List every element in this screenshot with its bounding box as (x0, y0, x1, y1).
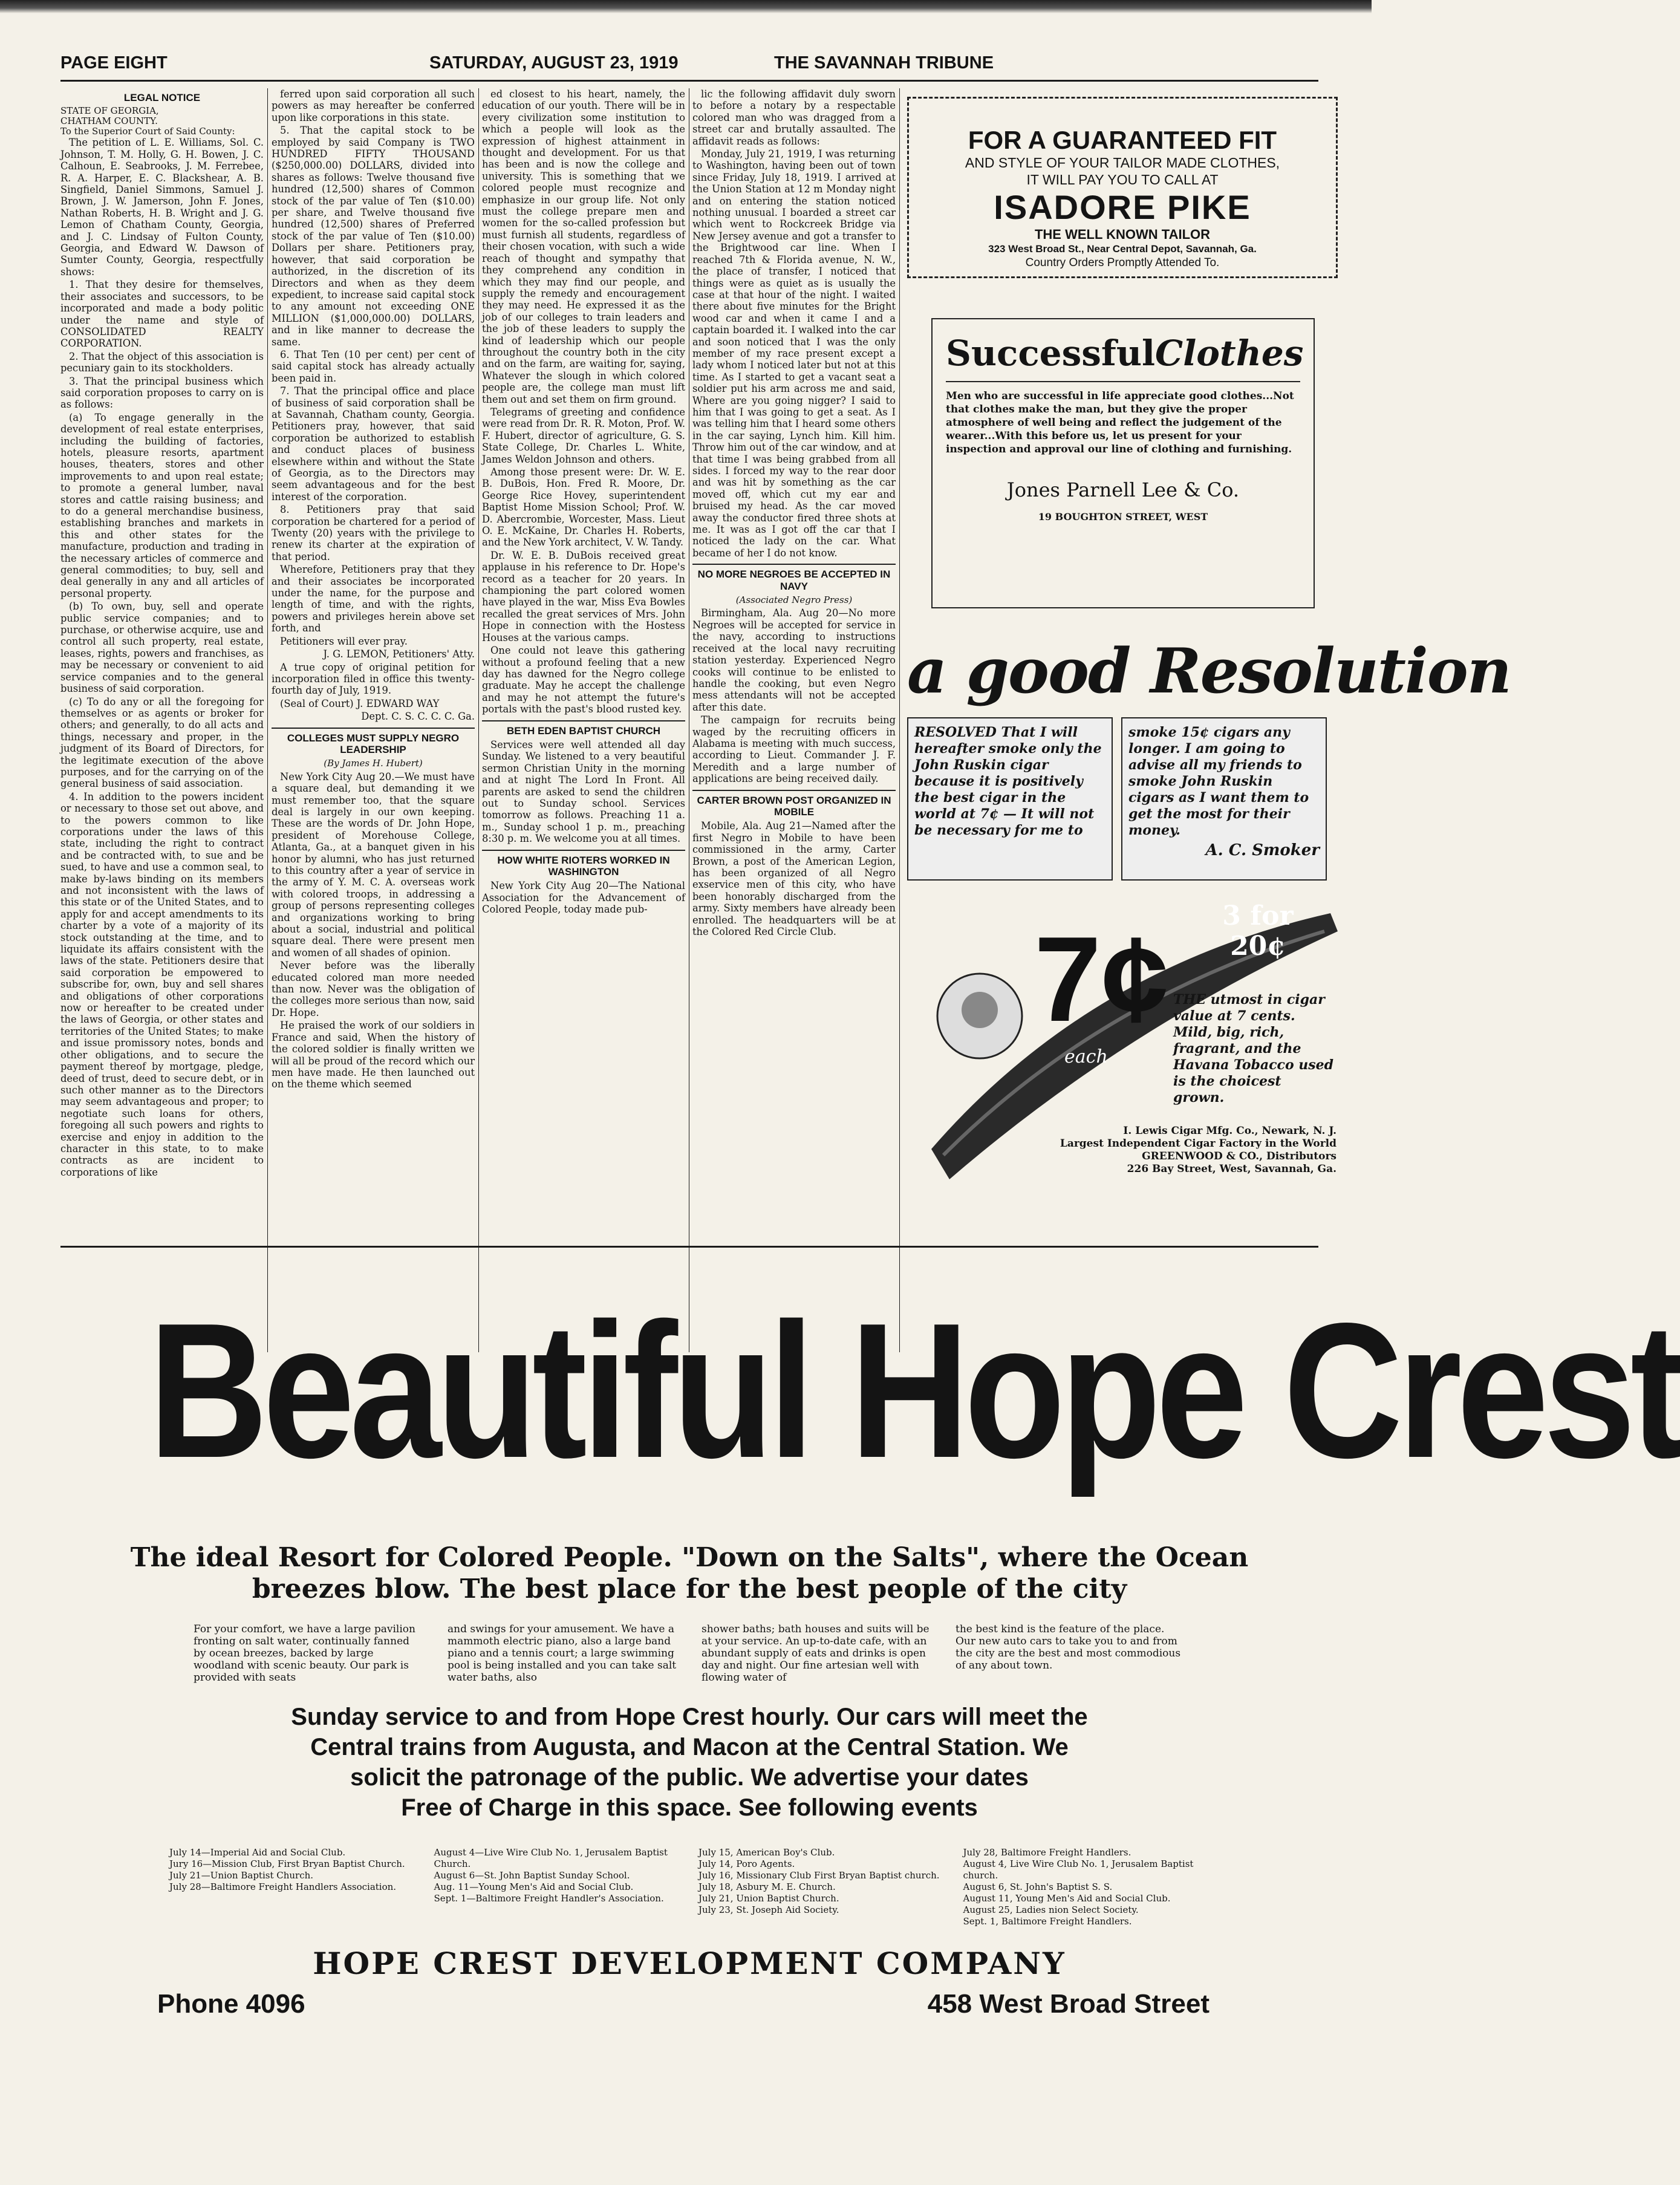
college-column (482, 88, 685, 1352)
event-item: August 6, St. John's Baptist S. S. (963, 1881, 1113, 1892)
event-item: July 28—Baltimore Freight Handlers Association. (169, 1881, 397, 1892)
column-divider (267, 88, 268, 1352)
cigar-three-for: 3 for 20¢ (1222, 900, 1294, 962)
event-item: July 23, St. Joseph Aid Society. (698, 1904, 839, 1915)
event-item: August 25, Ladies nion Select Society. (963, 1904, 1139, 1915)
event-item: July 28, Baltimore Freight Handlers. (963, 1847, 1131, 1858)
charter-column (272, 88, 475, 1352)
cigar-maker-2: Largest Independent Cigar Factory in the World (1060, 1138, 1337, 1150)
cigar-distributor: GREENWOOD & CO., Distributors (1142, 1150, 1337, 1162)
resolved-card-right (1121, 717, 1327, 881)
paper-name: THE SAVANNAH TRIBUNE (774, 53, 994, 73)
clothes-title-1: Successful (946, 333, 1156, 374)
event-item: July 21—Union Baptist Church. (169, 1870, 314, 1881)
charter-attorney: J. G. LEMON, Petitioners' Atty. (323, 648, 475, 660)
page-number: PAGE EIGHT (60, 53, 168, 73)
charter-paragraph: Petitioners will ever pray. (280, 635, 408, 647)
legal-paragraph: 2. That the object of this association is pecuniary gain to its stockholders. (60, 350, 264, 374)
event-item: August 4—Live Wire Club No. 1, Jerusalem Baptist Church. (434, 1847, 668, 1869)
charter-paragraph: 5. That the capital stock to be employed by said Company is TWO HUNDRED FIFTY THOUSAND ($250,000.00) DOLLARS, divided into shares as follows: Twelve thousand five hundred (12,500) shares of Common stock of the par value of Ten ($10.00) per share, and Twelve thousand five hundred (12,500) shares of Preferred stock of the par value of Ten ($10.00) Dollars per share. Petitioners pray, however, that said corporation be authorized, in the discretion of its Directors and when as they deem expedient, to increase said capital stock to any amount not exceeding ONE MILLION ($1,000,000.00) DOLLARS, and in like manner to decrease the same. (272, 125, 475, 348)
clothes-title-2: Clothes (1155, 333, 1304, 374)
legal-paragraph: (c) To do any or all the foregoing for themselves or as agents or broker for others; and generally, to do all acts and things, necessary and proper, in the judgment of its Board of Directors, for the legitimate execution of the above purposes, and for the carrying on of the general business of said association. (60, 695, 264, 790)
cigar-each: each (1064, 1046, 1108, 1067)
event-item: Aug. 11—Young Men's Aid and Social Club. (434, 1881, 634, 1892)
legal-paragraph: 4. In addition to the powers incident or necessary to those set out above, and to the powers common to like corporations under the laws of this state, including the right to contract and be contracted with, to sue and be sued, to have and use a common seal, to make by-laws binding on its members and not inconsistent with the laws of this state or of the United States, and to apply for and accept amendments to its charter by a vote of a majority of its stock outstanding at the time, and to liquidate its affairs consistent with the laws of the state. Petitioners desire that said corporation be empowered to subscribe for, own, buy and sell shares and obligations of other corporations now or hereafter to be created under the laws of Georgia, or other states and territories of the United States; to make and issue promissory notes, bonds and other obligations, and to secure the payment thereof by mortgage, pledge, deed of trust, deed to secure debt, or in such other manner as to the Directors may seem advantageous and proper; to negotiate such loans for others, foregoing all such powers and rights to exercise and enjoy in addition to the character in this state, to to make contracts as are incident to corporations of like (60, 790, 264, 1178)
hope-sunday-2: Central trains from Augusta, and Macon at the Central Station. We (310, 1734, 1069, 1760)
hope-body-4: the best kind is the feature of the place. Our new auto cars to take you to and from the city are the best and most commodious of any about town. (956, 1623, 1181, 1672)
charter-paragraph: Wherefore, Petitioners pray that they and their associates be incorporated under the name, for the purpose and length of time, and with the rights, powers and privileges herein above set forth, and (272, 564, 475, 634)
cigar-dist-address: 226 Bay Street, West, Savannah, Ga. (1127, 1163, 1337, 1175)
hope-subtitle-1: The ideal Resort for Colored People. "Down on the Salts", where the Ocean (130, 1542, 1249, 1573)
legal-notice-column (60, 88, 264, 1352)
top-edge-band (0, 0, 1372, 13)
event-item: August 6—St. John Baptist Sunday School. (434, 1870, 630, 1881)
clothes-body: Men who are successful in life appreciate good clothes...Not that clothes make the man, but they give the proper atmosphere of well being and reflect the judgement of the wearer...With this before us, let us present for your inspection and approval our line of clothing and furnishing. (946, 390, 1294, 455)
pike-line3: IT WILL PAY YOU TO CALL AT (1026, 172, 1219, 187)
event-item: July 16, Missionary Club First Bryan Baptist church. (698, 1870, 940, 1881)
navy-heading: NO MORE NEGROES BE ACCEPTED IN NAVY (697, 568, 891, 592)
cigar-headline: a good Resolution (907, 635, 1511, 708)
article-heading: COLLEGES MUST SUPPLY NEGRO LEADERSHIP (287, 732, 460, 755)
event-item: July 14, Poro Agents. (698, 1858, 795, 1869)
event-item: Sept. 1—Baltimore Freight Handler's Association. (434, 1893, 664, 1904)
hope-crest-ad (60, 1258, 1680, 2159)
hope-body-2: and swings for your amusement. We have a mammoth electric piano, also a large band piano and a tennis court; a large swimming pool is being installed and you can take salt water baths, also (448, 1623, 677, 1684)
pike-line2: AND STYLE OF YOUR TAILOR MADE CLOTHES, (965, 155, 1280, 171)
navy-byline: (Associated Negro Press) (735, 594, 853, 606)
event-item: July 15, American Boy's Club. (698, 1847, 835, 1858)
carter-heading: CARTER BROWN POST ORGANIZED IN MOBILE (697, 794, 891, 818)
event-item: July 18, Asbury M. E. Church. (698, 1881, 836, 1892)
hope-events (169, 1847, 1210, 1927)
navy-paragraph: Birmingham, Ala. Aug 20—No more Negroes will be accepted for service in the navy, according to instructions received at the local navy recruiting station yesterday. Experienced Negro cooks will continue to be enlisted to handle the cooking, but even Negro mess attendants will not be accepted after this date. (692, 607, 896, 713)
church-heading: BETH EDEN BAPTIST CHURCH (506, 725, 661, 737)
resolved-signature: A. C. Smoker (1205, 841, 1320, 859)
pike-name: ISADORE PIKE (994, 188, 1251, 226)
legal-paragraph: (b) To own, buy, sell and operate public service companies; and to purchase, or otherwise acquire, use and control all such property, real estate, leases, rights, powers and franchises, as may be necessary or convenient to aid service companies and to the general business of said corporation. (60, 601, 264, 695)
cigar-credits (1058, 1125, 1337, 1176)
article-paragraph: One could not leave this gathering without a profound feeling that a new day has dawned for the Negro college graduate. May he accept the challenge and may he not attempt the future's portals with the past's blood rusted key. (482, 645, 685, 715)
clothes-firm: Jones Parnell Lee & Co. (1006, 478, 1240, 501)
cigar-utmost: THE utmost in cigar value at 7 cents. Mild, big, rich, fragrant, and the Havana Tobacco used is the choicest grown. (1173, 992, 1334, 1106)
legal-county: CHATHAM COUNTY. (60, 116, 158, 127)
charter-clerk: Dept. C. S. C. C. C. Ga. (361, 711, 475, 723)
event-item: Jury 16—Mission Club, First Bryan Baptist Church. (169, 1858, 405, 1869)
pike-address: 323 West Broad St., Near Central Depot, Savannah, Ga. (988, 243, 1257, 255)
pike-line1: FOR A GUARANTEED FIT (968, 126, 1277, 154)
legal-state: STATE OF GEORGIA, (60, 105, 159, 117)
charter-paragraph: ferred upon said corporation all such powers as may hereafter be conferred upon like corporations in this state. (272, 88, 475, 123)
article-paragraph: Never before was the liberally educated colored man more needed than now. Never was the obligation of the colleges more serious than now, said Dr. Hope. (272, 960, 475, 1018)
charter-paragraph: 8. Petitioners pray that said corporation be chartered for a period of Twenty (20) years with the privilege to renew its charter at the expiration of that period. (272, 504, 475, 562)
carter-paragraph: Mobile, Ala. Aug 21—Named after the first Negro in Mobile to have been commissioned in the army, Carter Brown, a post of the American Legion, has been organized of all Negro exservice men of this city, who have been honorably discharged from the army. Sixty members have already been enrolled. The headquarters will be at the Colored Red Circle Club. (692, 820, 896, 938)
page-date: SATURDAY, AUGUST 23, 1919 (429, 53, 679, 73)
charter-paragraph: 7. That the principal office and place of business of said corporation shall be at Savannah, Chatham county, Georgia. Petitioners pray, however, that said corporation be authorized to establish and conduct places of business elsewhere within and without the State of Georgia, as to the Directors may seem advantageous and for the best interest of the corporation. (272, 385, 475, 503)
pike-tagline: THE WELL KNOWN TAILOR (1034, 227, 1211, 242)
church-paragraph: Services were well attended all day Sunday. We listened to a very beautiful sermon Christian Unity in the morning and at night The Lord In Front. All parents are asked to send the children out to Sunday school. Services tomorrow as follows. Preaching 11 a. m., Sunday school 1 p. m., preaching 8:30 p. m. We welcome you at all times. (482, 738, 685, 845)
affidavit-column (692, 88, 896, 1352)
hope-body-1: For your comfort, we have a large pavilion fronting on salt water, continually fanned by ocean breezes, backed by large woodland with scenic beauty. Our park is provided with seats (194, 1623, 415, 1684)
event-item: July 21, Union Baptist Church. (698, 1893, 839, 1904)
article-byline: (By James H. Hubert) (324, 758, 423, 769)
hope-sunday-4: Free of Charge in this space. See following events (401, 1794, 978, 1821)
hope-crest-top-rule (60, 1246, 1318, 1248)
event-item: August 11, Young Men's Aid and Social Club. (963, 1893, 1171, 1904)
cigar-maker: I. Lewis Cigar Mfg. Co., Newark, N. J. (1123, 1125, 1337, 1137)
charter-paragraph: 6. That Ten (10 per cent) per cent of said capital stock has already actually been paid in. (272, 348, 475, 384)
event-item: July 14—Imperial Aid and Social Club. (169, 1847, 346, 1858)
hope-body-3: shower baths; bath houses and suits will be at your service. An up-to-date cafe, with an abundant supply of eats and drinks is open day and night. Our fine artesian well with flowing water of (702, 1623, 930, 1684)
legal-court: To the Superior Court of Said County: (60, 126, 235, 137)
column-divider (899, 88, 900, 1352)
clothes-address: 19 BOUGHTON STREET, WEST (1038, 511, 1208, 523)
affidavit-paragraph: lic the following affidavit duly sworn to before a notary by a respectable colored man who was dragged from a street car and brutally assaulted. The affidavit reads as follows: (692, 88, 896, 147)
legal-paragraph: 1. That they desire for themselves, their associates and successors, to be incorporated and made a body politic under the name and style of CONSOLIDATED REALTY CORPORATION. (60, 279, 264, 350)
resolved-card-left: RESOLVED That I will hereafter smoke only the John Ruskin cigar because it is positively the best cigar in the world at 7¢ — It will not be necessary for me to (907, 717, 1113, 881)
hope-address: 458 West Broad Street (927, 1989, 1210, 2019)
riot-paragraph: New York City Aug 20—The National Association for the Advancement of Colored People, today made pub- (482, 880, 685, 916)
legal-paragraph: 3. That the principal business which said corporation proposes to carry on is as follows: (60, 375, 264, 411)
navy-paragraph: The campaign for recruits being waged by the recruiting officers in Alabama is meeting with much success, according to Lieut. Commander J. F. Meredith and a large number of applications are being received daily. (692, 714, 896, 785)
successful-clothes-ad (931, 318, 1315, 608)
article-paragraph: Among those present were: Dr. W. E. B. DuBois, Hon. Fred R. Moore, Dr. George Rice Hovey, superintendent Baptist Home Mission School; Prof. W. D. Abercrombie, Worcester, Mass. Lieut O. E. McKaine, Dr. Charles H. Roberts, and the New York architect, V. W. Tandy. (482, 466, 685, 549)
resolved-text-right: smoke 15¢ cigars any longer. I am going to advise all my friends to smoke John Ruskin cigars as I want them to get the most for their money. (1128, 725, 1309, 838)
hope-subtitle-2: breezes blow. The best place for the best people of the city (252, 1574, 1127, 1604)
hope-sunday-3: solicit the patronage of the public. We advertise your dates (350, 1764, 1029, 1791)
hope-company: HOPE CREST DEVELOPMENT COMPANY (313, 1946, 1066, 1981)
isadore-pike-ad (907, 97, 1338, 278)
affidavit-paragraph: Monday, July 21, 1919, I was returning to Washington, having been out of town since Friday, July 18, 1919. I arrived at the Union Station at 12 m Monday night and on entering the station noticed nothing unusual. I boarded a street car which went to Rockcreek Bridge via New Jersey avenue and got a transfer to the Brightwood car line. When I reached 7th & Florida avenue, N. W., the place of transfer, I noticed that things were as quiet as is usually the case at that hour of the night. I waited there about five minutes for the Bright wood car and when it came I and a captain boarded it. I walked into the car and soon noticed that I was the only member of my race present except a lady whom I noticed later but not at this time. As I started to get a vacant seat a soldier put his arm across me and said, Where are you going nigger? I said to him that I was going to get a seat. As I was telling him that I heard some others in the car saying, Lynch him. Kill him. Throw him out of the car window, and at that time I was being grabbed from all sides. I forced my way to the rear door and was hit by something as the car moved off, which cut my ear and bruised my head. As the car moved away the conductor fired three shots at me. It was as I got off the car that I noticed the lady on the car. What became of her I do not know. (692, 148, 896, 559)
legal-paragraph: (a) To engage generally in the development of real estate enterprises, including the building of factories, hotels, pleasure resorts, apartment houses, theaters, stores and other improvements to and upon real estate; to promote a general lumber, naval stores and cattle raising business; and to do a general merchandise business, establishing branches and markets in this and other states for the manufacture, production and trading in the necessary articles of commerce and general commodities; to buy, sell and deal generally in any and all articles of personal property. (60, 411, 264, 599)
article-paragraph: Dr. W. E. B. DuBois received great applause in his reference to Dr. Hope's record as a teacher for 20 years. In championing the part colored women have played in the war, Miss Eva Bowles recalled the great services of Mrs. John Hope in connection with the Hostess Houses at the various camps. (482, 549, 685, 643)
article-paragraph: Telegrams of greeting and confidence were read from Dr. R. R. Moton, Prof. W. F. Hubert, director of agriculture, G. S. State College, Dr. Charles L. White, James Weldon Johnson and others. (482, 406, 685, 465)
page-header (60, 53, 1318, 82)
header-rule (60, 80, 1318, 82)
article-paragraph: ed closest to his heart, namely, the education of our youth. There will be in every civilization some institution to which a people will look as the expression of highest attainment in thought and development. For us that has been and is now the college and university. This is something that we colored people must recognize and emphasize in our group life. Not only must the college prepare men and women for the so-called profession but must furnish all students, regardless of their chosen vocation, with such a wide reach of thought and sympathy that they comprehend any condition in which they may find our people, and supply the remedy and encouragement they may need. He expressed it as the job of our colleges to train leaders and the job of these leaders to supply the kind of leadership which our people throughout the country both in the city and on the farm, are waiting for, saying, Whatever the slough in which colored people are, the college man must lift them out and set them on firm ground. (482, 88, 685, 405)
article-paragraph: He praised the work of our soldiers in France and said, When the history of the colored soldier is finally written we will all be proud of the record which our men have made. He then launched out on the theme which seemed (272, 1020, 475, 1090)
article-paragraph: New York City Aug 20.—We must have a square deal, but demanding it we must remember too, that the square deal is largely in our own keeping. These are the words of Dr. John Hope, president of Morehouse College, Atlanta, Ga., at a banquet given in his honor by alumni, who has just returned to this country after a year of service in the army of Y. M. C. A. overseas work with colored troops, in addressing a group of persons representing colleges and organizations working to bring about a social, industrial and political square deal. There were present men and women of all shades of opinion. (272, 770, 475, 959)
charter-seal: (Seal of Court) J. EDWARD WAY (280, 697, 440, 709)
column-divider (478, 88, 479, 1352)
john-ruskin-cigar-ad (907, 635, 1511, 1228)
legal-paragraph: The petition of L. E. Williams, Sol. C. Johnson, T. M. Holly, G. H. Bowen, J. C. Calhoun, E. Seabrooks, J. M. Ferrebee, R. A. Harper, E. C. Blackshear, A. B. Singfield, Daniel Simmons, Samuel J. Brown, J. W. Jamerson, John F. Jones, Nathan Roberts, H. B. Wright and J. G. Lemon of Chatham County, Georgia, and J. C. Lindsay of Fulton County, Georgia, and Edward W. Dawson of Sumter County, Georgia, respectfully shows: (60, 137, 264, 278)
event-item: August 4, Live Wire Club No. 1, Jerusalem Baptist church. (963, 1858, 1194, 1881)
cigar-price: 7¢ (1034, 912, 1169, 1047)
pike-orders: Country Orders Promptly Attended To. (1025, 256, 1220, 269)
hope-phone: Phone 4096 (157, 1989, 305, 2019)
hope-sunday-1: Sunday service to and from Hope Crest hourly. Our cars will meet the (291, 1704, 1088, 1730)
riot-heading: HOW WHITE RIOTERS WORKED IN WASHINGTON (497, 854, 670, 878)
hope-crest-title: Beautiful Hope Crest (148, 1283, 1680, 1498)
legal-heading: LEGAL NOTICE (123, 92, 201, 103)
charter-paragraph: A true copy of original petition for incorporation filed in office this twenty-fourth day of July, 1919. (272, 661, 475, 697)
event-item: Sept. 1, Baltimore Freight Handlers. (963, 1916, 1132, 1927)
